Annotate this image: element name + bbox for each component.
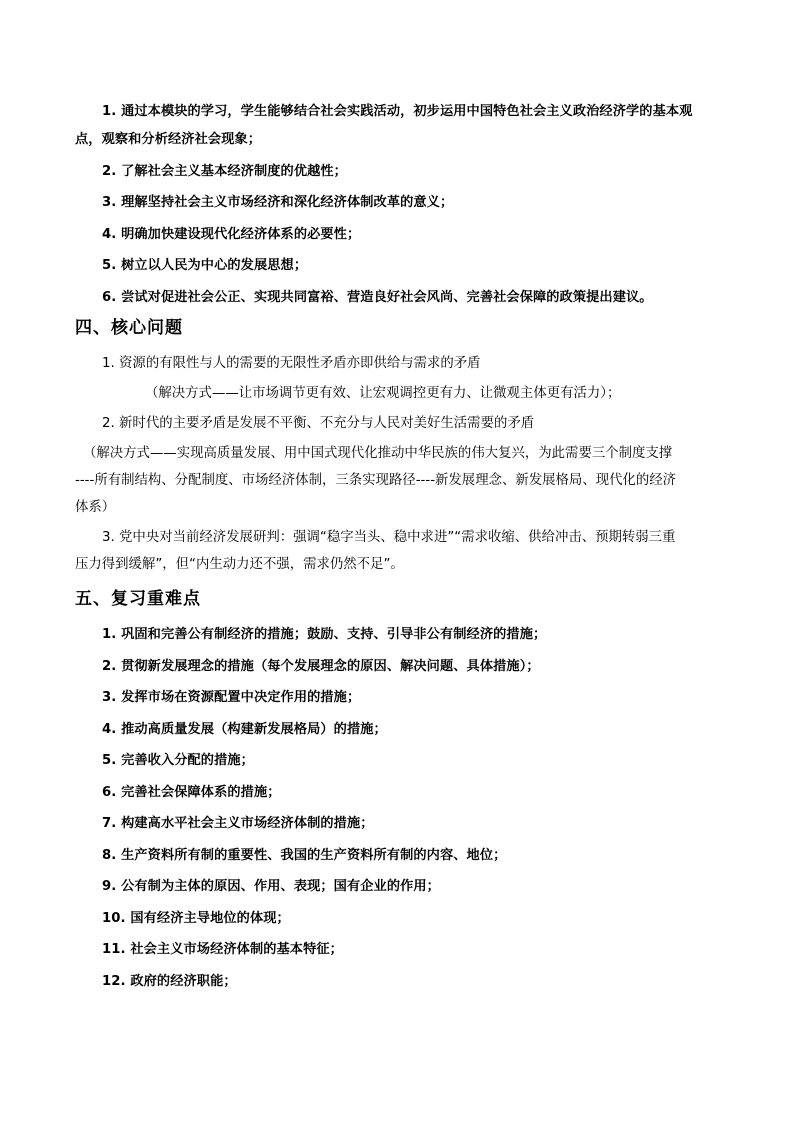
review-item: 10. 国有经济主导地位的体现； [102,910,290,926]
core-issue-2-solution-line1: （解决方式——实现高质量发展、用中国式现代化推动中华民族的伟大复兴，为此需要三个制度支撑 [83,446,673,461]
review-item: 11. 社会主义市场经济体制的基本特征； [102,942,343,957]
review-item: 5. 完善收入分配的措施； [102,753,254,768]
goal-item-6: 6. 尝试对促进社会公正、实现共同富裕、营造良好社会风尚、完善社会保障的政策提出建议。 [102,289,653,305]
core-issue-1: 1. 资源的有限性与人的需要的无限性矛盾亦即供给与需求的矛盾 [102,356,481,371]
review-item: 1. 巩固和完善公有制经济的措施；鼓励、支持、引导非公有制经济的措施； [102,627,547,642]
goal-item-1-line1: 1. 通过本模块的学习，学生能够结合社会实践活动，初步运用中国特色社会主义政治经济学的基本观 [102,104,693,119]
core-issue-2-solution-line2: ----所有制结构、分配制度、市场经济体制，三条实现路径----新发展理念、新发展格局、现代化的经济 [75,473,677,488]
core-issue-3 [75,524,725,578]
document-body [75,98,725,999]
goal-item-2: 2. 了解社会主义基本经济制度的优越性； [102,163,347,179]
goal-item-5: 5. 树立以人民为中心的发展思想； [102,258,308,273]
section-heading-core-issues: 四、核心问题 [75,318,183,338]
review-item: 3. 发挥市场在资源配置中决定作用的措施； [102,690,361,705]
review-item: 2. 贯彻新发展理念的措施（每个发展理念的原因、解决问题、具体措施）； [102,658,540,674]
review-item: 7. 构建高水平社会主义市场经济体制的措施； [102,816,374,831]
review-item: 4. 推动高质量发展（构建新发展格局）的措施； [102,721,387,737]
core-issue-3-line2: 压力得到缓解”，但“内生动力还不强，需求仍然不足”。 [75,557,404,572]
goal-item-4: 4. 明确加快建设现代化经济体系的必要性； [102,226,361,242]
core-issue-2-solution-line3: 体系） [75,500,116,515]
goal-item-1-line2: 点，观察和分析经济社会现象； [75,132,262,147]
review-item: 9. 公有制为主体的原因、作用、表现；国有企业的作用； [102,879,440,894]
core-issue-3-line1: 3. 党中央对当前经济发展研判：强调“稳字当头、稳中求进”“需求收缩、供给冲击、预期转弱三重 [102,530,676,545]
core-issue-2: 2. 新时代的主要矛盾是发展不平衡、不充分与人民对美好生活需要的矛盾 [102,416,535,431]
review-item: 12. 政府的经济职能； [102,973,237,989]
core-issue-2-solution [75,440,725,521]
core-issue-1-solution: （解决方式——让市场调节更有效、让宏观调控更有力、让微观主体更有活力）； [145,386,621,401]
review-item: 8. 生产资料所有制的重要性、我国的生产资料所有制的内容、地位； [102,847,507,863]
goal-item-1 [75,98,725,154]
goal-item-3: 3. 理解坚持社会主义市场经济和深化经济体制改革的意义； [102,195,454,210]
section-heading-review-points: 五、复习重难点 [75,589,201,609]
review-item: 6. 完善社会保障体系的措施； [102,784,281,800]
